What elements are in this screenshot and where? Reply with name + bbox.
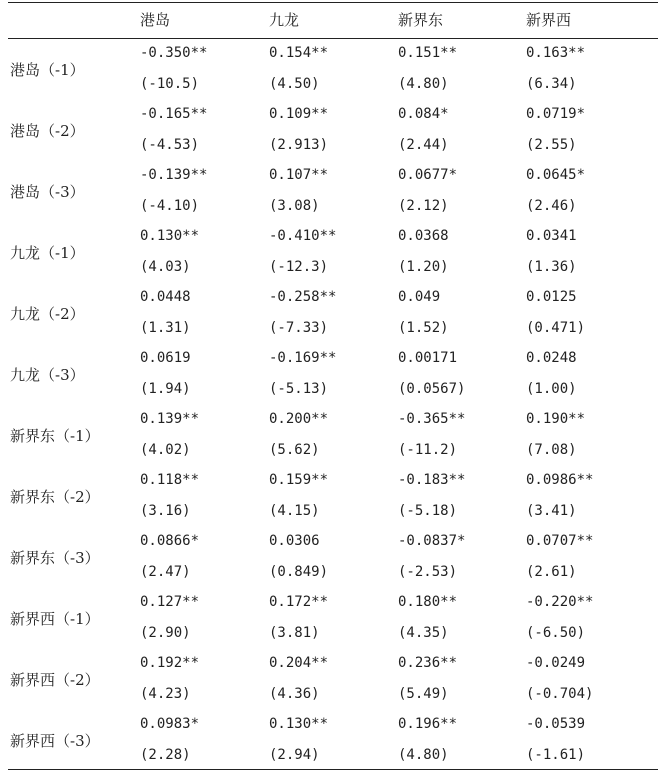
row-label: 新界东（-1） <box>10 427 100 445</box>
coefficient-cell: -0.0539 <box>526 716 586 732</box>
coefficient-cell: 0.190** <box>526 411 586 427</box>
top-rule <box>8 2 658 3</box>
coefficient-cell: -0.350** <box>140 45 208 61</box>
t-statistic-cell: (-4.10) <box>140 198 200 214</box>
t-statistic-cell: (-12.3) <box>269 259 329 275</box>
row-label: 港岛（-2） <box>10 122 85 140</box>
column-header: 港岛 <box>140 11 171 29</box>
t-statistic-cell: (-1.61) <box>526 747 586 763</box>
coefficient-cell: -0.139** <box>140 167 208 183</box>
t-statistic-cell: (1.31) <box>140 320 191 336</box>
t-statistic-cell: (0.0567) <box>398 381 466 397</box>
t-statistic-cell: (4.36) <box>269 686 320 702</box>
table-row <box>8 650 658 711</box>
bottom-rule <box>8 769 658 770</box>
coefficient-cell: 0.0306 <box>269 533 320 549</box>
coefficient-cell: 0.0341 <box>526 228 577 244</box>
t-statistic-cell: (3.81) <box>269 625 320 641</box>
coefficient-cell: 0.0677* <box>398 167 458 183</box>
coefficient-cell: 0.0707** <box>526 533 594 549</box>
t-statistic-cell: (2.47) <box>140 564 191 580</box>
coefficient-cell: 0.0619 <box>140 350 191 366</box>
row-label: 新界东（-3） <box>10 549 100 567</box>
t-statistic-cell: (4.80) <box>398 747 449 763</box>
coefficient-cell: 0.159** <box>269 472 329 488</box>
t-statistic-cell: (2.46) <box>526 198 577 214</box>
t-statistic-cell: (0.849) <box>269 564 329 580</box>
row-label: 港岛（-1） <box>10 61 85 79</box>
t-statistic-cell: (2.90) <box>140 625 191 641</box>
row-label: 九龙（-3） <box>10 366 85 384</box>
t-statistic-cell: (1.94) <box>140 381 191 397</box>
coefficient-cell: 0.049 <box>398 289 441 305</box>
coefficient-cell: -0.220** <box>526 594 594 610</box>
coefficient-cell: 0.0368 <box>398 228 449 244</box>
t-statistic-cell: (3.16) <box>140 503 191 519</box>
row-label: 九龙（-2） <box>10 305 85 323</box>
table-row <box>8 406 658 467</box>
table-row <box>8 101 658 162</box>
coefficient-cell: 0.180** <box>398 594 458 610</box>
coefficient-cell: 0.0248 <box>526 350 577 366</box>
table-row <box>8 345 658 406</box>
coefficient-cell: 0.151** <box>398 45 458 61</box>
t-statistic-cell: (2.913) <box>269 137 329 153</box>
column-header: 新界西 <box>526 11 572 29</box>
table-row <box>8 467 658 528</box>
t-statistic-cell: (2.94) <box>269 747 320 763</box>
t-statistic-cell: (-4.53) <box>140 137 200 153</box>
coefficient-cell: 0.0125 <box>526 289 577 305</box>
coefficient-cell: 0.0645* <box>526 167 586 183</box>
table-row <box>8 711 658 772</box>
coefficient-cell: 0.130** <box>140 228 200 244</box>
coefficient-cell: 0.0986** <box>526 472 594 488</box>
t-statistic-cell: (-11.2) <box>398 442 458 458</box>
table-row <box>8 284 658 345</box>
t-statistic-cell: (2.61) <box>526 564 577 580</box>
coefficient-cell: 0.084* <box>398 106 449 122</box>
coefficient-cell: 0.0719* <box>526 106 586 122</box>
t-statistic-cell: (7.08) <box>526 442 577 458</box>
t-statistic-cell: (4.23) <box>140 686 191 702</box>
coefficient-cell: 0.236** <box>398 655 458 671</box>
table-row <box>8 223 658 284</box>
t-statistic-cell: (1.20) <box>398 259 449 275</box>
column-header: 九龙 <box>269 11 300 29</box>
t-statistic-cell: (4.35) <box>398 625 449 641</box>
row-label: 港岛（-3） <box>10 183 85 201</box>
t-statistic-cell: (4.80) <box>398 76 449 92</box>
row-label: 九龙（-1） <box>10 244 85 262</box>
row-label: 新界东（-2） <box>10 488 100 506</box>
header-rule <box>8 38 658 39</box>
t-statistic-cell: (-6.50) <box>526 625 586 641</box>
coefficient-cell: 0.00171 <box>398 350 458 366</box>
t-statistic-cell: (2.44) <box>398 137 449 153</box>
coefficient-cell: -0.183** <box>398 472 466 488</box>
coefficient-cell: 0.163** <box>526 45 586 61</box>
coefficient-cell: 0.154** <box>269 45 329 61</box>
t-statistic-cell: (-7.33) <box>269 320 329 336</box>
t-statistic-cell: (6.34) <box>526 76 577 92</box>
table-row <box>8 589 658 650</box>
coefficient-cell: 0.0448 <box>140 289 191 305</box>
coefficient-cell: 0.109** <box>269 106 329 122</box>
t-statistic-cell: (4.02) <box>140 442 191 458</box>
coefficient-cell: 0.139** <box>140 411 200 427</box>
coefficient-cell: -0.0837* <box>398 533 466 549</box>
t-statistic-cell: (1.36) <box>526 259 577 275</box>
coefficient-cell: 0.0983* <box>140 716 200 732</box>
coefficient-cell: -0.0249 <box>526 655 586 671</box>
row-label: 新界西（-2） <box>10 671 100 689</box>
t-statistic-cell: (1.00) <box>526 381 577 397</box>
t-statistic-cell: (1.52) <box>398 320 449 336</box>
coefficient-cell: 0.0866* <box>140 533 200 549</box>
row-label: 新界西（-1） <box>10 610 100 628</box>
t-statistic-cell: (0.471) <box>526 320 586 336</box>
coefficient-cell: 0.107** <box>269 167 329 183</box>
t-statistic-cell: (-2.53) <box>398 564 458 580</box>
t-statistic-cell: (4.15) <box>269 503 320 519</box>
t-statistic-cell: (4.50) <box>269 76 320 92</box>
coefficient-cell: 0.200** <box>269 411 329 427</box>
t-statistic-cell: (2.55) <box>526 137 577 153</box>
t-statistic-cell: (5.49) <box>398 686 449 702</box>
coefficient-cell: 0.130** <box>269 716 329 732</box>
coefficient-cell: 0.196** <box>398 716 458 732</box>
coefficient-cell: 0.118** <box>140 472 200 488</box>
coefficient-cell: 0.127** <box>140 594 200 610</box>
column-header: 新界东 <box>398 11 444 29</box>
coefficient-cell: 0.204** <box>269 655 329 671</box>
t-statistic-cell: (3.08) <box>269 198 320 214</box>
coefficient-cell: -0.410** <box>269 228 337 244</box>
coefficient-cell: -0.165** <box>140 106 208 122</box>
t-statistic-cell: (-5.13) <box>269 381 329 397</box>
t-statistic-cell: (5.62) <box>269 442 320 458</box>
t-statistic-cell: (-0.704) <box>526 686 594 702</box>
t-statistic-cell: (4.03) <box>140 259 191 275</box>
table-row <box>8 528 658 589</box>
t-statistic-cell: (2.12) <box>398 198 449 214</box>
row-label: 新界西（-3） <box>10 732 100 750</box>
coefficient-cell: -0.365** <box>398 411 466 427</box>
table-row <box>8 40 658 101</box>
coefficient-cell: -0.169** <box>269 350 337 366</box>
coefficient-cell: -0.258** <box>269 289 337 305</box>
t-statistic-cell: (-5.18) <box>398 503 458 519</box>
t-statistic-cell: (-10.5) <box>140 76 200 92</box>
t-statistic-cell: (3.41) <box>526 503 577 519</box>
coefficient-cell: 0.192** <box>140 655 200 671</box>
table-row <box>8 162 658 223</box>
coefficient-cell: 0.172** <box>269 594 329 610</box>
t-statistic-cell: (2.28) <box>140 747 191 763</box>
